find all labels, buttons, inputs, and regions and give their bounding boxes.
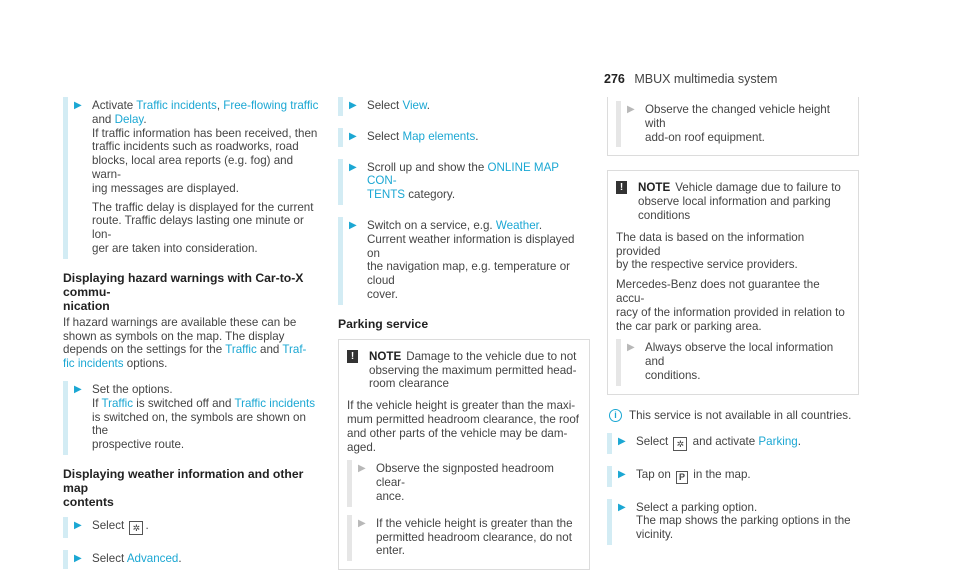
manual-title: MBUX multimedia system [634,72,778,86]
arrow-right-icon: ▶ [74,100,82,111]
step-text: Select a parking option. [636,500,758,514]
step-set-options [63,381,323,455]
note-text: Vehicle damage due to failure to [675,181,841,195]
step-text: If traffic information has been received, then [92,126,318,140]
step-text: and [92,112,115,126]
note-label: NOTE [369,349,402,363]
note-paragraph [347,399,581,454]
step-text: vicinity. [636,528,674,542]
note-text: racy of the information provided in relation to [616,305,845,319]
note-text: Damage to the vehicle due to not [406,349,577,363]
info-icon [609,409,622,422]
step-text: in the map. [690,467,751,481]
note-text: mum permitted headroom clearance, the roof [347,412,579,426]
step-text: . [178,551,182,565]
step-text: Select [367,129,403,143]
step-activate-traffic [63,97,323,259]
exclamation-icon: ! [347,350,358,363]
step-text: conditions. [645,368,701,382]
note-text: conditions [638,208,691,222]
arrow-right-icon: ▶ [618,501,626,513]
note-text: The data is based on the information provided [616,230,805,258]
arrow-right-icon: ▶ [349,100,357,111]
note-box-headroom [338,339,590,570]
step-text: category. [405,188,456,202]
note-text: by the respective service providers. [616,258,798,272]
step-text: . [145,518,149,532]
step-text: Current weather information is displayed on [367,232,575,260]
note-box-parking [607,170,859,394]
parking-icon[interactable]: P [676,471,688,484]
step-text: prospective route. [92,438,185,452]
step-text: is switched off and [133,396,235,410]
step-text: . [475,129,479,143]
option-traffic[interactable]: Traffic [225,343,257,357]
step-tap-parking-icon [607,466,859,487]
gear-icon[interactable]: ✲ [673,437,687,451]
step-text: traffic incidents such as roadworks, road [92,140,299,154]
arrow-right-icon: ▶ [74,519,82,531]
note-text: room clearance [369,377,449,391]
heading-line: Displaying weather information and other map [63,466,304,495]
step-text: enter. [376,544,406,558]
step-text: The map shows the parking options in the [636,514,851,528]
arrow-right-icon: ▶ [618,435,626,447]
step-text: Select [92,518,128,532]
para-line: options. [123,357,168,371]
info-note [607,409,859,423]
step-text: blocks, local area reports (e.g. fog) and warn- [92,154,294,181]
option-weather[interactable]: Weather [495,218,539,232]
step-text: cover. [367,287,398,301]
exclamation-icon: ! [616,181,627,194]
step-text: Always observe the local information and [645,341,834,369]
note-text: and other parts of the vehicle may be dam- [347,426,568,440]
step-text: Switch on a service, e.g. [367,218,496,232]
para-line: shown as symbols on the map. The display [63,329,285,343]
heading-line: nication [63,298,110,313]
page-header [604,72,777,86]
step-text: , [216,99,224,112]
arrow-right-icon: ▶ [74,383,82,395]
step-text: ger are taken into consideration. [92,241,258,255]
note-step-observe [347,460,581,506]
step-text: Set the options. [92,382,173,396]
arrow-right-icon: ▶ [349,219,357,231]
step-text: Scroll up and show the [367,160,488,174]
option-delay[interactable]: Delay [114,112,144,126]
paragraph-hazard [63,316,323,371]
step-text: . [426,99,430,112]
step-select-advanced [63,550,323,569]
option-traffic-incidents[interactable]: Traffic incidents [234,396,315,410]
step-text: add-on roof equipment. [645,130,765,144]
para-line: and [256,343,283,357]
step-scroll-online-map [338,159,590,205]
step-text: the navigation map, e.g. temperature or cloud [367,260,571,288]
step-text: Select [367,99,403,112]
note-paragraph [616,278,850,333]
section-heading-weather [63,467,323,509]
step-text: . [538,218,543,232]
option-free-flowing-traffic[interactable]: Free-flowing traffic [223,99,319,112]
step-text: Select [636,434,672,448]
arrow-right-icon: ▶ [627,104,635,115]
note-text: aged. [347,440,377,454]
note-header [616,181,850,222]
note-label: NOTE [638,181,671,195]
step-select-settings [63,517,323,538]
option-traffic-incidents-b[interactable]: fic incidents [63,357,124,371]
step-text: Select [92,551,127,565]
arrow-right-icon: ▶ [349,130,357,142]
option-traffic[interactable]: Traffic [101,396,134,410]
arrow-right-icon: ▶ [74,552,82,564]
step-select-view [338,97,590,116]
note-step-do-not-enter [347,515,581,561]
heading-line: Displaying hazard warnings with Car-to-X commu- [63,270,304,299]
arrow-right-icon: ▶ [358,463,366,475]
step-text: ing messages are displayed. [92,181,239,195]
section-heading-parking: Parking service [338,316,429,331]
option-view[interactable]: View [402,99,427,112]
note-text: observing the maximum permitted head- [369,363,577,377]
note-paragraph [616,231,850,272]
step-text: and activate [689,434,759,448]
para-line: depends on the settings for the [63,343,226,357]
arrow-right-icon: ▶ [358,517,366,529]
note-header [347,350,581,391]
step-text: Observe the changed vehicle height with [645,103,830,130]
option-online-map-contents-b[interactable]: TENTS [367,188,406,202]
option-parking[interactable]: Parking [758,434,798,448]
option-advanced[interactable]: Advanced [126,551,179,565]
info-text: This service is not available in all countries. [629,408,852,422]
note-text: Mercedes-Benz does not guarantee the accu- [616,278,820,305]
step-switch-service [338,217,590,305]
option-map-elements[interactable]: Map elements [402,129,476,143]
step-text: route. Traffic delays lasting one minute or lon- [92,214,304,242]
note-box-continued [607,97,859,156]
step-text: If [92,396,102,410]
step-select-map-elements [338,128,590,147]
section-heading-hazard [63,271,323,313]
step-text: Observe the signposted headroom clear- [376,462,554,490]
note-text: If the vehicle height is greater than the maxi- [347,399,576,413]
step-text: The traffic delay is displayed for the current [92,200,314,214]
note-text: the car park or parking area. [616,319,762,333]
step-text: If the vehicle height is greater than the [376,516,573,530]
arrow-right-icon: ▶ [627,342,635,354]
option-online-map-contents-a[interactable]: ONLINE MAP CON- [367,160,559,188]
note-step-always-observe [616,339,850,385]
heading-line: contents [63,494,114,509]
step-text: Tap on [636,467,675,481]
column-3 [607,97,859,557]
page-number: 276 [604,72,625,86]
para-line: If hazard warnings are available these can be [63,315,297,329]
arrow-right-icon: ▶ [618,468,626,480]
arrow-right-icon: ▶ [349,161,357,173]
step-text: permitted headroom clearance, do not [376,530,572,544]
step-text: . [143,112,147,126]
step-text: ance. [376,489,405,503]
note-text: observe local information and parking [638,195,831,209]
step-text: Activate [92,99,137,112]
note-step-height [616,101,850,147]
step-text: is switched on, the symbols are shown on the [92,410,306,438]
step-text: . [797,434,801,448]
option-traffic-incidents-a[interactable]: Traf- [282,343,307,357]
column-2 [338,97,590,584]
column-1 [63,97,323,581]
gear-icon[interactable]: ✲ [129,521,143,535]
step-select-parking-option [607,499,859,545]
step-select-parking [607,433,859,454]
option-traffic-incidents[interactable]: Traffic incidents [136,99,217,112]
